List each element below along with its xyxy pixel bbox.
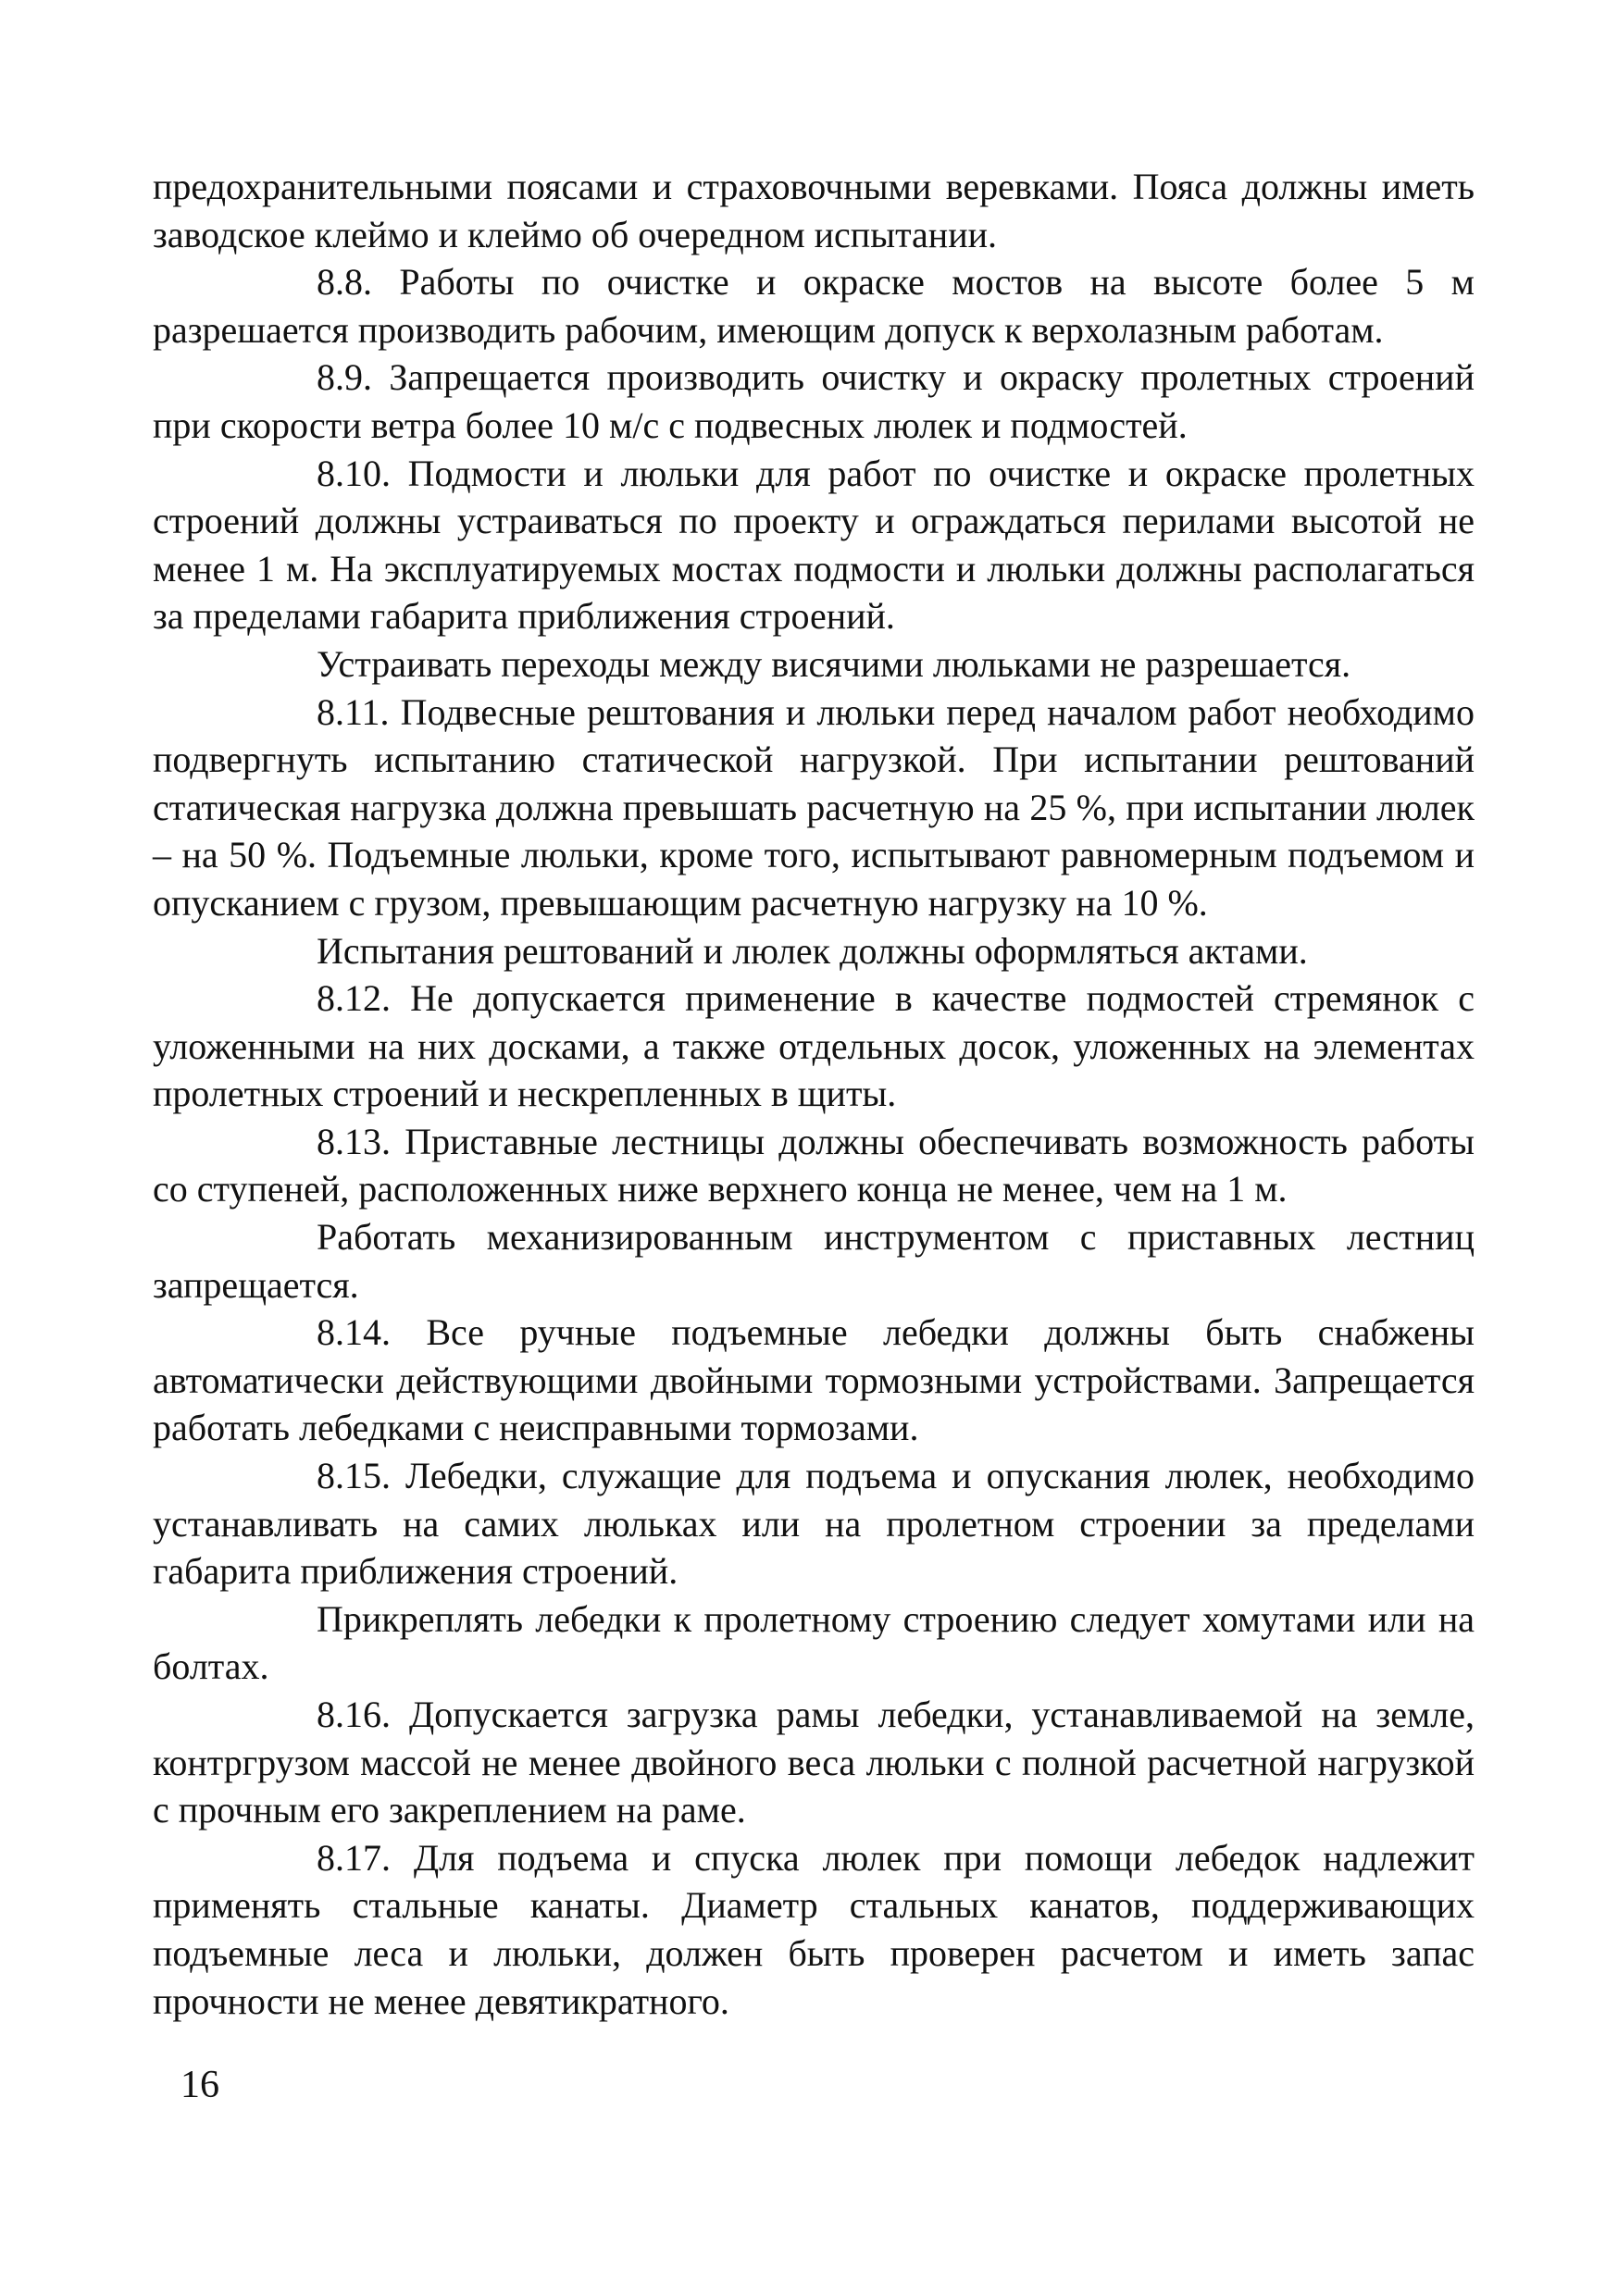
paragraph-8-17: 8.17. Для подъема и спуска люлек при помощи лебедок надлежит применять стальные канаты. Диаметр стальных канатов, поддерживающих подъемные леса и люльки, должен быть проверен расчетом и иметь запас прочности не менее девятикратного. bbox=[153, 1836, 1475, 2022]
paragraph-8-10-note: Устраивать переходы между висячими люльками не разрешается. bbox=[317, 642, 1351, 685]
body-text bbox=[153, 163, 1475, 2025]
paragraph-8-10: 8.10. Подмости и люльки для работ по очистке и окраске пролетных строений должны устраиваться по проекту и ограждаться перилами высотой не менее 1 м. На эксплуатируемых мостах подмости и люльки должны располагаться за пределами габарита приближения строений. bbox=[153, 452, 1475, 638]
paragraph-8-12: 8.12. Не допускается применение в качестве подмостей стремянок с уложенными на них досками, а также отдельных досок, уложенных на элементах пролетных строений и нескрепленных в щиты. bbox=[153, 977, 1475, 1115]
paragraph-8-16: 8.16. Допускается загрузка рамы лебедки, устанавливаемой на земле, контргрузом массой не менее двойного веса люльки с полной расчетной нагрузкой с прочным его закреплением на раме. bbox=[153, 1694, 1475, 1831]
paragraph-8-15: 8.15. Лебедки, служащие для подъема и опускания люлек, необходимо устанавливать на самих люльках или на пролетном строении за пределами габарита приближения строений. bbox=[153, 1455, 1475, 1593]
paragraph-8-13-note: Работать механизированным инструментом с приставных лестниц запрещается. bbox=[153, 1216, 1475, 1306]
paragraph-8-14: 8.14. Все ручные подъемные лебедки должны быть снабжены автоматически действующими двойными тормозными устройствами. Запрещается работать лебедками с неисправными тормозами. bbox=[153, 1311, 1475, 1449]
paragraph-8-13: 8.13. Приставные лестницы должны обеспечивать возможность работы со ступеней, расположенных ниже верхнего конца не менее, чем на 1 м. bbox=[153, 1120, 1475, 1210]
paragraph-8-11-note: Испытания рештований и люлек должны оформляться актами. bbox=[317, 929, 1308, 972]
paragraph-continuation: предохранительными поясами и страховочными веревками. Пояса должны иметь заводское клеймо и клеймо об очередном испытании. bbox=[153, 166, 1475, 255]
paragraph-8-11: 8.11. Подвесные рештования и люльки перед началом работ необходимо подвергнуть испытанию статической нагрузкой. При испытании рештований статическая нагрузка должна превышать расчетную на 25 %, при испытании люлек – на 50 %. Подъемные люльки, кроме того, испытывают равномерным подъемом и опусканием с грузом, превышающим расчетную нагрузку на 10 %. bbox=[153, 690, 1475, 924]
paragraph-8-9: 8.9. Запрещается производить очистку и окраску пролетных строений при скорости ветра более 10 м/с с подвесных люлек и подмостей. bbox=[153, 356, 1475, 446]
page-number: 16 bbox=[180, 2064, 219, 2106]
paragraph-8-8: 8.8. Работы по очистке и окраске мостов на высоте более 5 м разрешается производить рабочим, имеющим допуск к верхолазным работам. bbox=[153, 261, 1475, 351]
paragraph-8-15-note: Прикреплять лебедки к пролетному строению следует хомутами или на болтах. bbox=[153, 1597, 1475, 1688]
